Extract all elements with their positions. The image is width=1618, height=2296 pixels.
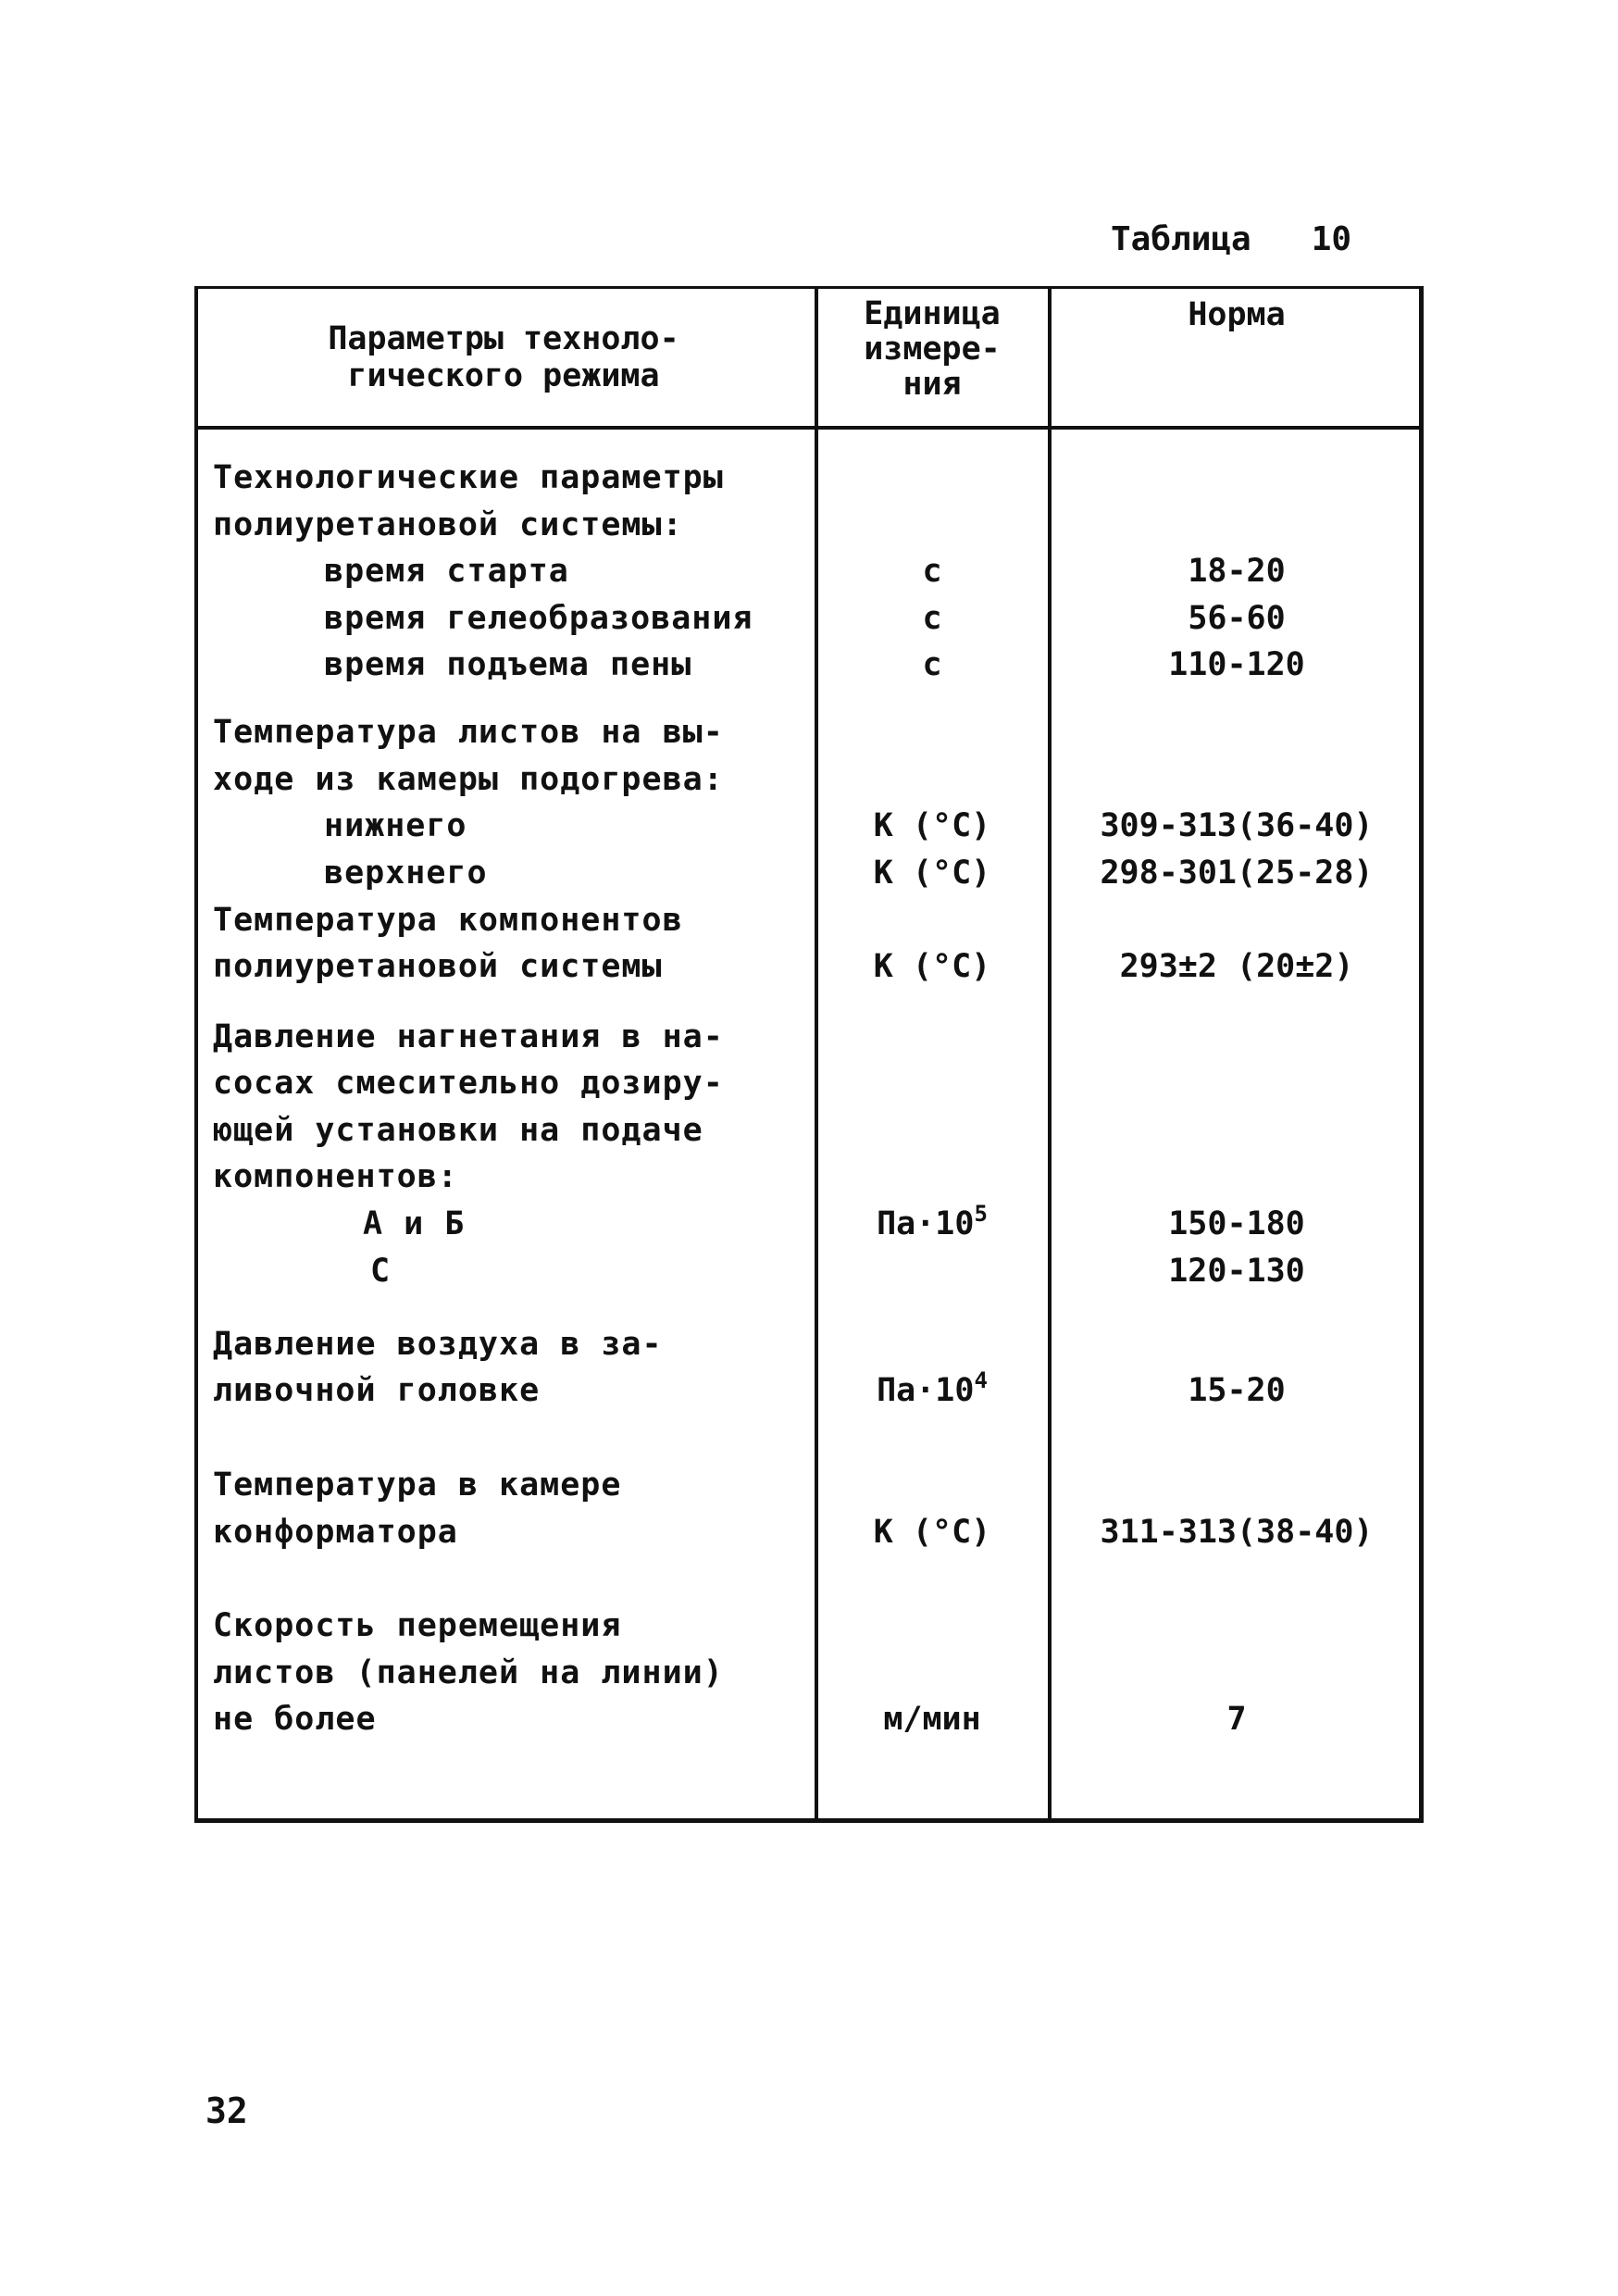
norm-cell: 293±2 (20±2) [1119,948,1354,985]
unit-cell: с [922,553,942,590]
param-label: время гелеобразования [324,600,753,637]
norm-cell: 7 [1226,1701,1247,1738]
header-param-line: Параметры техноло- [328,320,679,357]
norm-cell: 309-313(36-40) [1100,807,1374,844]
column-divider [815,289,818,1818]
norm-cell: 56-60 [1188,600,1286,637]
param-label: время старта [324,553,569,590]
unit-cell: с [922,600,942,637]
unit-cell: м/мин [883,1701,981,1738]
header-unit-line: измере- [864,331,1001,368]
norm-cell: 18-20 [1188,553,1286,590]
unit-cell: К (°С) [873,948,991,985]
parameters-table [194,286,1424,1823]
header-divider [198,426,1419,430]
param-label: С [370,1253,392,1290]
header-param-line: гического режима [347,357,660,394]
section-title: полиуретановой системы: [213,506,683,543]
norm-cell: 120-130 [1168,1253,1305,1290]
header-norm: Норма [1188,296,1286,333]
norm-cell: 150-180 [1168,1205,1305,1242]
unit-exponent: 5 [974,1201,988,1227]
header-unit [818,296,1046,402]
norm-cell: 311-313(38-40) [1100,1514,1374,1551]
unit-base: Па·10 [877,1205,975,1242]
unit-cell [818,1367,1046,1409]
section-title: полиуретановой системы [213,948,663,985]
unit-cell: с [922,646,942,683]
page-number: 32 [205,2090,248,2131]
unit-cell [818,1201,1046,1242]
norm-cell: 15-20 [1188,1372,1286,1409]
unit-cell: К (°С) [873,855,991,892]
section-title: Давление нагнетания в на- [213,1018,724,1055]
table-caption: Таблица 10 [1111,220,1352,258]
section-title: ющей установки на подаче [213,1112,703,1149]
param-label: А и Б [363,1205,466,1242]
header-unit-line: ния [902,366,962,403]
section-title: сосах смесительно дозиру- [213,1065,724,1102]
param-label: время подъема пены [324,646,692,683]
section-title: Температура в камере [213,1466,622,1504]
norm-cell: 298-301(25-28) [1100,855,1374,892]
section-title: ливочной головке [213,1372,541,1409]
norm-cell: 110-120 [1168,646,1305,683]
section-title: Температура листов на вы- [213,714,724,751]
unit-cell: К (°С) [873,807,991,844]
section-title: Технологические параметры [213,459,724,496]
param-label: верхнего [324,855,488,892]
section-title: не более [213,1701,377,1738]
section-title: Температура компонентов [213,902,683,939]
unit-cell: К (°С) [873,1514,991,1551]
section-title: Скорость перемещения [213,1607,622,1644]
section-title: ходе из камеры подогрева: [213,761,724,798]
section-title: листов (панелей на линии) [213,1654,724,1691]
unit-exponent: 4 [974,1367,988,1393]
column-divider [1048,289,1052,1818]
section-title: конформатора [213,1514,458,1551]
header-unit-line: Единица [864,295,1001,332]
header-parameters [217,320,790,394]
param-label: нижнего [324,807,467,844]
section-title: Давление воздуха в за- [213,1326,663,1363]
section-title: компонентов: [213,1158,458,1195]
unit-base: Па·10 [877,1372,975,1409]
